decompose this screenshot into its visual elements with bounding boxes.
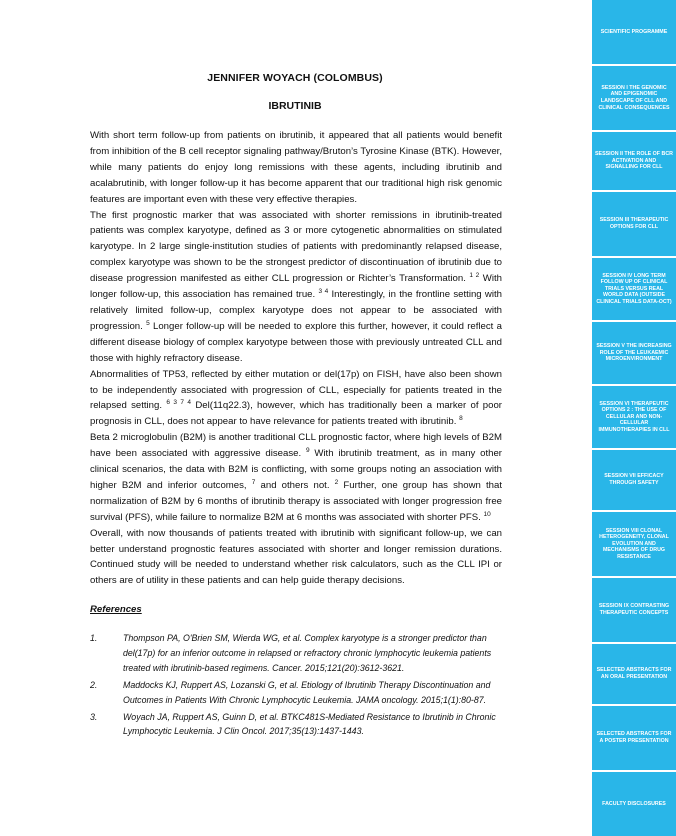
reference-text: Maddocks KJ, Ruppert AS, Lozanski G, et al. Etiology of Ibrutinib Therapy Discontinuation and Outcomes in Patients With Chronic Lymphocytic Leukemia. JAMA oncology. 2015;1(1):80-87. bbox=[123, 679, 491, 705]
body-text bbox=[90, 128, 502, 589]
paragraph-2 bbox=[90, 208, 502, 367]
sidebar-item-poster-abstracts[interactable]: SELECTED ABSTRACTS FOR A POSTER PRESENTATION bbox=[592, 706, 676, 770]
paragraph-4 bbox=[90, 430, 502, 525]
sidebar-item-session-6[interactable]: SESSION VI THERAPEUTIC OPTIONS 2 : THE USE OF CELLULAR AND NON-CELLULAR IMMUNOTHERAPIES IN CLL bbox=[592, 386, 676, 448]
reference-item bbox=[90, 710, 502, 740]
page-title: IBRUTINIB bbox=[268, 100, 322, 112]
reference-text: Thompson PA, O'Brien SM, Wierda WG, et al. Complex karyotype is a stronger predictor than del(17p) for an inferior outcome in relapsed or refractory chronic lymphocytic leukemia patients treated with ibrutinib-based regimens. Cancer. 2015;121(20):3612-3621. bbox=[123, 633, 492, 673]
sidebar-item-scientific-programme[interactable]: SCIENTIFIC PROGRAMME bbox=[592, 0, 676, 64]
citation-superscript: 10 bbox=[483, 510, 491, 518]
paragraph-text: Beta 2 microglobulin (B2M) is another traditional CLL prognostic factor, where high levels of B2M have been associated with aggressive disease. bbox=[90, 432, 502, 460]
paragraph-text: The first prognostic marker that was associated with shorter remissions in ibrutinib-treated patients was complex karyotype, defined as 3 or more cytogenetic abnormalities on stimulated karyotype. In 2 large single-institution studies of patients with predominantly relapsed disease, complex karyotype was shown to be the strongest predictor of discontinuation of ibrutinib due to disease progression manifested as either CLL progression or Richter’s Transformation. bbox=[90, 209, 502, 285]
paragraph-text: and others not. bbox=[255, 479, 335, 491]
reference-number: 2. bbox=[90, 679, 98, 690]
paragraph-text: Abnormalities of TP53, reflected by either mutation or del(17p) on FISH, have also been shown to be independently associated with progression of CLL, especially for patients treated in the relapsed setting. bbox=[90, 368, 502, 412]
citation-superscript: 6 3 7 4 bbox=[166, 399, 192, 407]
paragraph-text: Longer follow-up will be needed to explore this further, however, it could reflect a different disease biology of complex karyotype between those with previously untreated CLL and those with highly refractory disease. bbox=[90, 320, 502, 364]
reference-item bbox=[90, 631, 502, 676]
citation-superscript: 7 bbox=[251, 478, 256, 486]
reference-number: 1. bbox=[90, 633, 98, 643]
sidebar-item-session-4[interactable]: SESSION IV LONG TERM FOLLOW UP OF CLINICAL TRIALS VERSUS REAL WORLD DATA (OUTSIDE CLINICAL TRIALS DATA-OCT) bbox=[592, 258, 676, 320]
citation-superscript: 1 2 bbox=[469, 271, 480, 279]
references-heading: References bbox=[90, 604, 142, 615]
sidebar-item-session-7[interactable]: SESSION VII EFFICACY THROUGH SAFETY bbox=[592, 450, 676, 510]
paragraph-text: With longer follow-up, this association has remained true. bbox=[90, 273, 502, 301]
author-heading: JENNIFER WOYACH (COLOMBUS) bbox=[207, 72, 383, 84]
sidebar-item-session-8[interactable]: SESSION VIII CLONAL HETEROGENEITY, CLONAL EVOLUTION AND MECHANISMS OF DRUG RESISTANCE bbox=[592, 512, 676, 576]
reference-number: 3. bbox=[90, 711, 98, 722]
citation-superscript: 2 bbox=[334, 478, 339, 486]
sidebar-item-oral-abstracts[interactable]: SELECTED ABSTRACTS FOR AN ORAL PRESENTATION bbox=[592, 644, 676, 704]
paragraph-5 bbox=[90, 526, 502, 590]
paragraph-1 bbox=[90, 128, 502, 208]
sidebar-item-session-9[interactable]: SESSION IX CONTRASTING THERAPEUTIC CONCEPTS bbox=[592, 578, 676, 642]
paragraph-3 bbox=[90, 367, 502, 431]
sidebar-nav bbox=[592, 0, 676, 836]
reference-item bbox=[90, 678, 502, 708]
citation-superscript: 8 bbox=[459, 415, 463, 423]
paragraph-text: Overall, with now thousands of patients treated with ibrutinib with significant follow-up, we can better understand prognostic features associated with shorter and longer remission durations. Continued study will be needed to understand whether risk calculators, such as the CLL IPI or others are of utility in these patients and can help guide therapy decisions. bbox=[90, 527, 502, 587]
citation-superscript: 3 4 bbox=[318, 287, 329, 295]
paragraph-text: Del(11q22.3), however, which has traditionally been a marker of poor prognosis in CLL, does not appear to have relevance for patients treated with ibrutinib. bbox=[90, 400, 502, 428]
paragraph-text: Further, one group has shown that normalization of B2M by 6 months of ibrutinib therapy is associated with longer progression free survival (PFS), while failure to normalize B2M at 6 months was associated with shorter PFS. bbox=[90, 479, 502, 523]
sidebar-item-faculty-disclosures[interactable]: FACULTY DISCLOSURES bbox=[592, 772, 676, 836]
paragraph-text: With ibrutinib treatment, as in many other clinical scenarios, the data with B2M is conflicting, with some groups noting an association with higher B2M and inferior outcomes, bbox=[90, 448, 502, 491]
reference-text: Woyach JA, Ruppert AS, Guinn D, et al. BTKC481S-Mediated Resistance to Ibrutinib in Chronic Lymphocytic Leukemia. J Clin Oncol. 2017;35(13):1437-1443. bbox=[123, 711, 496, 737]
paragraph-text: Interestingly, in the frontline setting with relatively limited follow-up, complex karyotype does not appear to be associated with progression. bbox=[90, 289, 502, 332]
references-list bbox=[90, 631, 502, 741]
sidebar-item-session-2[interactable]: SESSION II THE ROLE OF BCR ACTIVATION AND SIGNALLING FOR CLL bbox=[592, 132, 676, 190]
paragraph-text: With short term follow-up from patients on ibrutinib, it appeared that all patients would benefit from inhibition of the B cell receptor signaling pathway/Bruton’s Tyrosine Kinase (BTK). However, while many patients do enjoy long remissions with these agents, including ibrutinib and acalabrutinib, with longer follow-up it has become apparent that our traditional high risk genomic features are important even with these very effective therapies. bbox=[90, 130, 502, 205]
sidebar-item-session-3[interactable]: SESSION III THERAPEUTIC OPTIONS FOR CLL bbox=[592, 192, 676, 256]
citation-superscript: 5 bbox=[146, 319, 150, 327]
citation-superscript: 9 bbox=[305, 446, 310, 454]
sidebar-item-session-1[interactable]: SESSION I THE GENOMIC AND EPIGENOMIC LANDSCAPE OF CLL AND CLINICAL CONSEQUENCES bbox=[592, 66, 676, 130]
sidebar-item-session-5[interactable]: SESSION V THE INCREASING ROLE OF THE LEUKAEMIC MICROENVIRONMENT bbox=[592, 322, 676, 384]
